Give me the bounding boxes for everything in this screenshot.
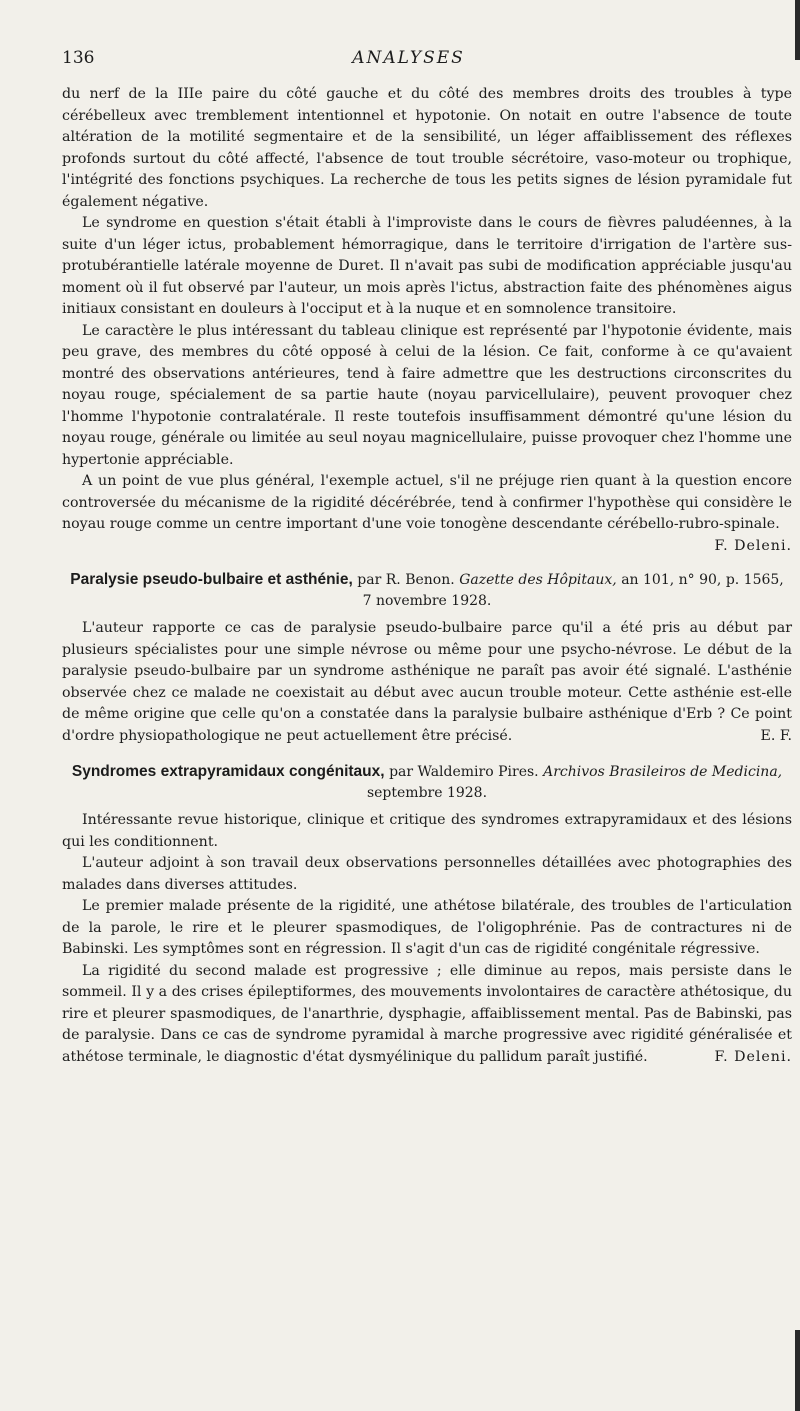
paragraph-text: La rigidité du second malade est progressive ; elle diminue au repos, mais persiste dans le sommeil. Il y a des crises épileptiformes, des mouvements involontaires de caractère athétosique, du rire et pleurer spasmodiques, de l'anarthrie, dysphagie, affaiblissement mental. Pas de Babinski, pas de paralysie. Dans ce cas de syndrome pyramidal à marche progressive avec rigidité généralisée et athétose terminale, le diagnostic d'état dysmyélinique du pallidum paraît justifié. xyxy=(62,962,792,1065)
page-body xyxy=(62,84,792,1068)
paragraph-text: L'auteur rapporte ce cas de paralysie pseudo-bulbaire parce qu'il a été pris au début par plusieurs spécialistes pour une simple névrose ou même pour une psycho-névrose. Le début de la paralysie pseudo-bulbaire par un syndrome asthénique ne paraît pas avoir été signalé. L'asthénie observée chez ce malade ne coexistait au début avec aucun trouble moteur. Cette asthénie est-elle de même origine que celle qu'on a constatée dans la paralysie bulbaire asthénique d'Erb ? Ce point d'ordre physiopathologique ne peut actuellement être précisé. xyxy=(62,620,792,744)
citation-details: septembre 1928. xyxy=(366,785,488,801)
page-edge-mark xyxy=(795,1330,800,1411)
paragraph: Le premier malade présente de la rigidité, une athétose bilatérale, des troubles de l'articulation de la parole, le rire et le pleurer spasmodiques, de l'oligophrénie. Pas de contractures ni de Babinski. Les symptômes sont en régression. Il s'agit d'un cas de rigidité congénitale régressive. xyxy=(62,898,792,957)
citation-details: an 101, n° 90, p. 1565, 7 novembre 1928. xyxy=(362,572,784,609)
paragraph-text: A un point de vue plus général, l'exemple actuel, s'il ne préjuge rien quant à la question encore controversée du mécanisme de la rigidité décérébrée, tend à confirmer l'hypothèse qui considère le noyau rouge comme un centre important d'une voie tonogène descendante cérébello-rubro-spinale. xyxy=(62,473,792,532)
running-title: ANALYSES xyxy=(352,48,465,68)
citation-author: par Waldemiro Pires. xyxy=(389,764,539,780)
author-signature: F. Deleni. xyxy=(714,1048,792,1065)
paragraph: Intéressante revue historique, clinique et critique des syndromes extrapyramidaux et des lésions qui les conditionnent. xyxy=(62,812,792,850)
paragraph: Le caractère le plus intéressant du tableau clinique est représenté par l'hypotonie évidente, mais peu grave, des membres du côté opposé à celui de la lésion. Ce fait, conforme à ce qu'avaient montré des observations antérieures, tend à faire admettre que les destructions circonscrites du noyau rouge, spécialement de sa partie haute (noyau parvicellulaire), peuvent provoquer chez l'homme l'hypotonie contralatérale. Il reste toutefois insuffisamment démontré qu'une lésion du noyau rouge, générale ou limitée au seul noyau magnicellulaire, puisse provoquer chez l'homme une hypertonie appréciable. xyxy=(62,322,792,468)
paragraph: du nerf de la IIIe paire du côté gauche et du côté des membres droits des troubles à type cérébelleux avec tremblement intentionnel et hypotonie. On notait en outre l'absence de toute altération de la motilité segmentaire et de la sensibilité, un léger affaiblissement des réflexes profonds surtout du côté affecté, l'absence de tout trouble sécrétoire, vaso-moteur ou trophique, l'intégrité des fonctions psychiques. La recherche de tous les petits signes de lésion pyramidale fut également négative. xyxy=(62,86,792,210)
paragraph: Le syndrome en question s'était établi à l'improviste dans le cours de fièvres paludéennes, à la suite d'un léger ictus, probablement hémorragique, dans le territoire d'irrigation de l'artère sus-protubérantielle latérale moyenne de Duret. Il n'avait pas subi de modification appréciable jusqu'au moment où il fut observé par l'auteur, un mois après l'ictus, abstraction faite des phénomènes aigus initiaux consistant en douleurs à l'occiput et à la nuque et en somnolence transitoire. xyxy=(62,215,792,317)
citation-author: par R. Benon. xyxy=(357,572,455,588)
paragraph xyxy=(62,618,792,747)
article-title: Paralysie pseudo-bulbaire et asthénie, xyxy=(70,571,353,588)
author-signature: E. F. xyxy=(760,727,792,744)
page-header xyxy=(62,48,755,72)
author-signature: F. Deleni. xyxy=(714,537,792,554)
paragraph xyxy=(62,471,792,554)
page-number: 136 xyxy=(62,48,95,68)
citation-journal: Archivos Brasileiros de Medicina, xyxy=(543,764,783,780)
paragraph xyxy=(62,961,792,1069)
article-heading xyxy=(68,569,786,612)
citation-journal: Gazette des Hôpitaux, xyxy=(459,572,617,588)
article-heading xyxy=(68,761,786,804)
article-title: Syndromes extrapyramidaux congénitaux, xyxy=(71,763,385,780)
paragraph: L'auteur adjoint à son travail deux observations personnelles détaillées avec photographies des malades dans diverses attitudes. xyxy=(62,855,792,893)
page-edge-mark xyxy=(795,0,800,60)
